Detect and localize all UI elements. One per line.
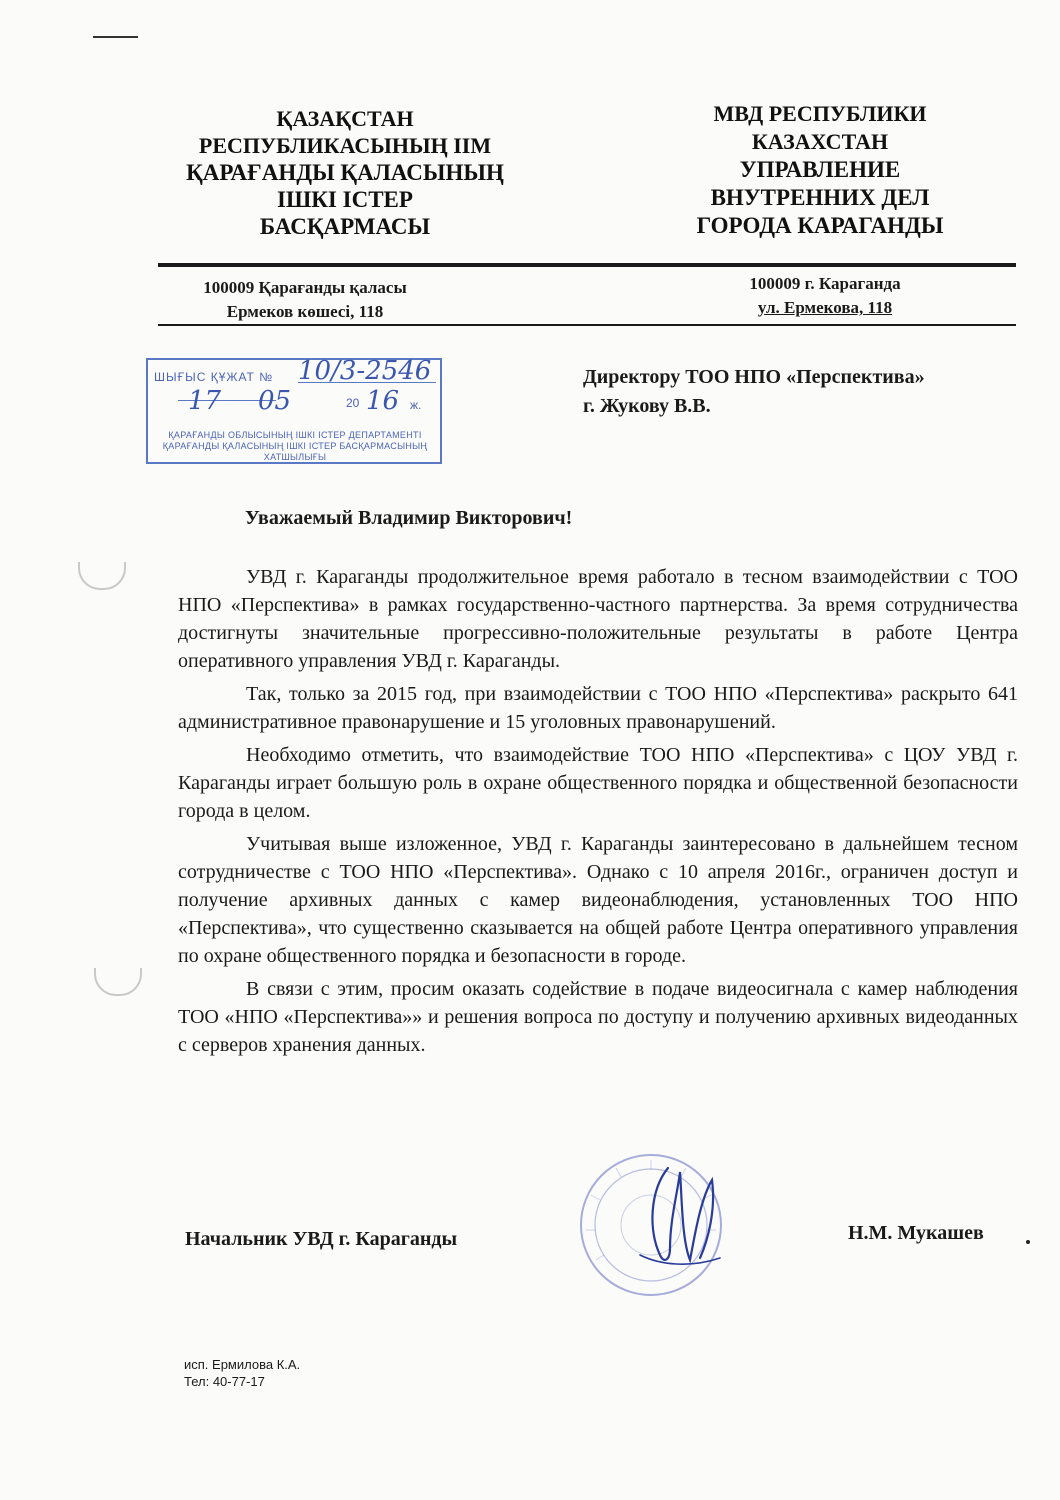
body-paragraph: УВД г. Караганды продолжительное время работало в тесном взаимодействии с ТОО НПО «Перспектива» в рамках государственно-частного партнерства. За время сотрудничества достигнуты значительные прогрессивно-положительные результаты в работе Центра оперативного управления УВД г. Караганды. [178, 566, 1018, 672]
scan-mark [93, 36, 138, 38]
body-paragraph: Учитывая выше изложенное, УВД г. Караганды заинтересовано в дальнейшем тесном сотрудничестве с ТОО НПО «Перспектива». Однако с 10 апреля 2016г., ограничен доступ и получение архивных данных с камер видеонаблюдения, установленных ТОО НПО «Перспектива», что существенно сказывается на общей работе Центра оперативного управления по охране общественного порядка и безопасности в городе. [178, 833, 1018, 967]
stamp-org-line: ҚАРАҒАНДЫ ҚАЛАСЫНЫҢ ІШКІ ІСТЕР БАСҚАРМАСЫНЫҢ [162, 441, 428, 451]
punch-hole [78, 562, 126, 590]
signatory-name: Н.М. Мукашев [848, 1222, 984, 1244]
stamp-month: 05 [258, 386, 292, 416]
header-kz [160, 105, 530, 240]
header-ru-line: ГОРОДА КАРАГАНДЫ [696, 213, 944, 238]
executor-name: исп. Ермилова К.А. [184, 1357, 301, 1372]
header-ru-line: КАЗАХСТАН [751, 129, 889, 154]
handwritten-signature-icon [620, 1160, 730, 1280]
stamp-year-mark: ж. [410, 398, 422, 412]
address-kz-line: Ермеков көшесі, 118 [226, 302, 384, 321]
outgoing-document-stamp [146, 358, 442, 464]
stamp-org-line: ҚАРАҒАНДЫ ОБЛЫСЫНЫҢ ІШКІ ІСТЕР ДЕПАРТАМЕНТІ [168, 430, 422, 440]
stamp-year-suffix: 16 [366, 386, 400, 416]
header-ru [665, 100, 975, 240]
address-kz-line: 100009 Қарағанды қаласы [203, 278, 407, 297]
stamp-day: 17 [188, 386, 222, 416]
punch-hole [94, 968, 142, 996]
header-kz-line: ҚАРАҒАНДЫ ҚАЛАСЫНЫҢ [186, 160, 504, 185]
stamp-number: 10/3-2546 [298, 356, 432, 386]
address-ru-line: ул. Ермекова, 118 [757, 298, 893, 317]
stamp-org-line: ХАТШЫЛЫҒЫ [263, 452, 327, 462]
letter-body [178, 563, 1018, 1064]
header-ru-line: МВД РЕСПУБЛИКИ [713, 101, 927, 126]
scan-dot [1026, 1240, 1030, 1244]
header-kz-line: РЕСПУБЛИКАСЫНЫҢ ІІМ [198, 133, 492, 158]
header-kz-line: ІШКІ ІСТЕР [277, 187, 413, 212]
header-ru-line: ВНУТРЕННИХ ДЕЛ [710, 185, 930, 210]
stamp-year-prefix: 20 [346, 396, 360, 410]
body-paragraph: В связи с этим, просим оказать содействие в подаче видеосигнала с камер наблюдения ТОО «НПО «Перспектива»» и решения вопроса по доступу и получению архивных видеоданных с серверов хранения данных. [178, 978, 1018, 1056]
executor-contact [184, 1356, 300, 1390]
body-paragraph: Необходимо отметить, что взаимодействие ТОО НПО «Перспектива» с ЦОУ УВД г. Караганды играет большую роль в охране общественного порядка и общественной безопасности города в целом. [178, 744, 1018, 822]
address-ru [700, 272, 950, 320]
header-kz-line: ҚАЗАҚСТАН [276, 106, 414, 131]
body-paragraph: Так, только за 2015 год, при взаимодействии с ТОО НПО «Перспектива» раскрыто 641 административное правонарушение и 15 уголовных правонарушений. [178, 683, 1018, 733]
addressee-line: г. Жукову В.В. [583, 395, 711, 417]
stamp-organization [150, 430, 440, 463]
executor-phone: Тел: 40-77-17 [184, 1374, 265, 1389]
header-ru-line: УПРАВЛЕНИЕ [739, 157, 901, 182]
greeting: Уважаемый Владимир Викторович! [245, 507, 573, 529]
stamp-label: ШЫҒЫС ҚҰЖАТ № [154, 370, 274, 384]
address-ru-line: 100009 г. Караганда [749, 274, 901, 293]
signatory-title: Начальник УВД г. Караганды [185, 1228, 458, 1250]
addressee-line: Директору ТОО НПО «Перспектива» [583, 366, 925, 388]
header-rule [158, 263, 1016, 267]
addressee [583, 363, 925, 421]
address-rule [158, 324, 1016, 326]
address-kz [160, 276, 450, 324]
header-kz-line: БАСҚАРМАСЫ [259, 214, 431, 239]
